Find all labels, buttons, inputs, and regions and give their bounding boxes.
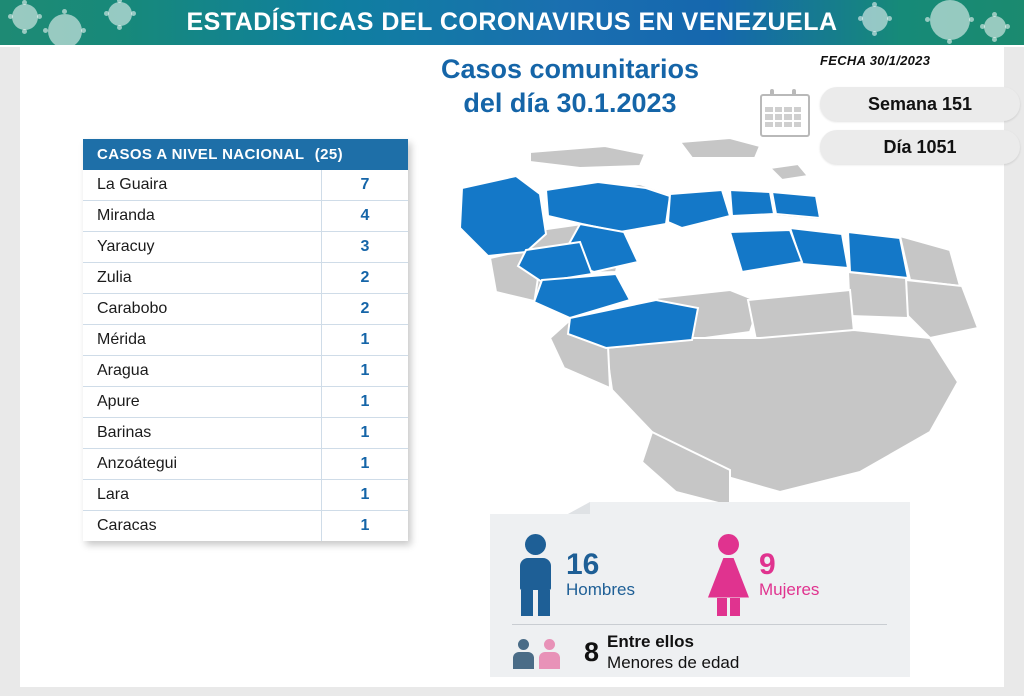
table-row — [83, 325, 408, 356]
minors-line1: Entre ellos — [607, 632, 694, 651]
state-cases: 1 — [322, 325, 409, 356]
male-stat — [512, 534, 635, 616]
female-label: Mujeres — [758, 579, 820, 599]
main-canvas — [20, 47, 1004, 687]
week-badge: Semana 151 — [820, 87, 1020, 121]
virus-icon — [930, 0, 970, 40]
state-cases: 1 — [322, 511, 409, 542]
table-row — [83, 263, 408, 294]
child-female-icon — [538, 639, 560, 669]
table-row — [83, 201, 408, 232]
map-svg — [430, 132, 990, 522]
state-name: Apure — [83, 387, 322, 418]
male-label: Hombres — [566, 579, 635, 599]
state-name: Mérida — [83, 325, 322, 356]
state-name: Yaracuy — [83, 232, 322, 263]
virus-icon — [862, 6, 888, 32]
state-cases: 2 — [322, 294, 409, 325]
table-row — [83, 294, 408, 325]
state-cases: 3 — [322, 232, 409, 263]
state-cases: 7 — [322, 170, 409, 201]
state-cases: 4 — [322, 201, 409, 232]
gender-counts-row — [512, 527, 887, 622]
state-name: La Guaira — [83, 170, 322, 201]
virus-icon — [108, 2, 132, 26]
table-row — [83, 356, 408, 387]
children-figures-icon — [512, 635, 570, 669]
state-name: Lara — [83, 480, 322, 511]
gender-panel — [490, 472, 910, 677]
table-header-label: CASOS A NIVEL NACIONAL — [97, 146, 305, 163]
day-badge: Día 1051 — [820, 130, 1020, 164]
minors-line2: Menores de edad — [607, 653, 740, 672]
female-figure-icon — [705, 534, 751, 616]
state-cases: 1 — [322, 449, 409, 480]
virus-icon — [12, 4, 38, 30]
female-stat — [705, 534, 819, 616]
state-name: Anzoátegui — [83, 449, 322, 480]
venezuela-map — [430, 132, 990, 522]
male-text — [566, 547, 635, 600]
state-name: Carabobo — [83, 294, 322, 325]
panel-divider — [512, 624, 887, 625]
minors-row — [512, 630, 887, 674]
minors-text — [607, 631, 739, 673]
date-label: FECHA 30/1/2023 — [820, 53, 931, 68]
main-heading — [360, 52, 780, 120]
virus-icon — [984, 16, 1006, 38]
main-heading-line2: del día 30.1.2023 — [463, 88, 677, 118]
header-banner — [0, 0, 1024, 45]
male-count: 16 — [566, 547, 600, 581]
state-cases: 1 — [322, 387, 409, 418]
page-title: ESTADÍSTICAS DEL CORONAVIRUS EN VENEZUELA — [186, 8, 838, 36]
table-row — [83, 449, 408, 480]
cases-table-body — [83, 170, 408, 541]
table-row — [83, 232, 408, 263]
male-figure-icon — [512, 534, 558, 616]
table-header-total: (25) — [314, 146, 344, 163]
state-name: Barinas — [83, 418, 322, 449]
minors-count: 8 — [584, 636, 600, 667]
state-cases: 1 — [322, 418, 409, 449]
national-cases-table — [83, 139, 408, 541]
cases-table — [83, 170, 408, 541]
table-row — [83, 511, 408, 542]
state-cases: 1 — [322, 356, 409, 387]
main-heading-line1: Casos comunitarios — [440, 54, 700, 84]
table-row — [83, 170, 408, 201]
state-name: Caracas — [97, 517, 157, 534]
table-row — [83, 387, 408, 418]
virus-icon — [48, 14, 82, 45]
state-cases: 2 — [322, 263, 409, 294]
state-cases: 1 — [322, 480, 409, 511]
table-row — [83, 480, 408, 511]
female-count: 9 — [758, 547, 776, 581]
state-name: Aragua — [83, 356, 322, 387]
child-male-icon — [512, 639, 534, 669]
state-name: Zulia — [83, 263, 322, 294]
table-row — [83, 418, 408, 449]
state-name: Miranda — [83, 201, 322, 232]
calendar-icon — [760, 89, 806, 133]
female-text — [758, 547, 820, 600]
table-header — [83, 139, 408, 170]
